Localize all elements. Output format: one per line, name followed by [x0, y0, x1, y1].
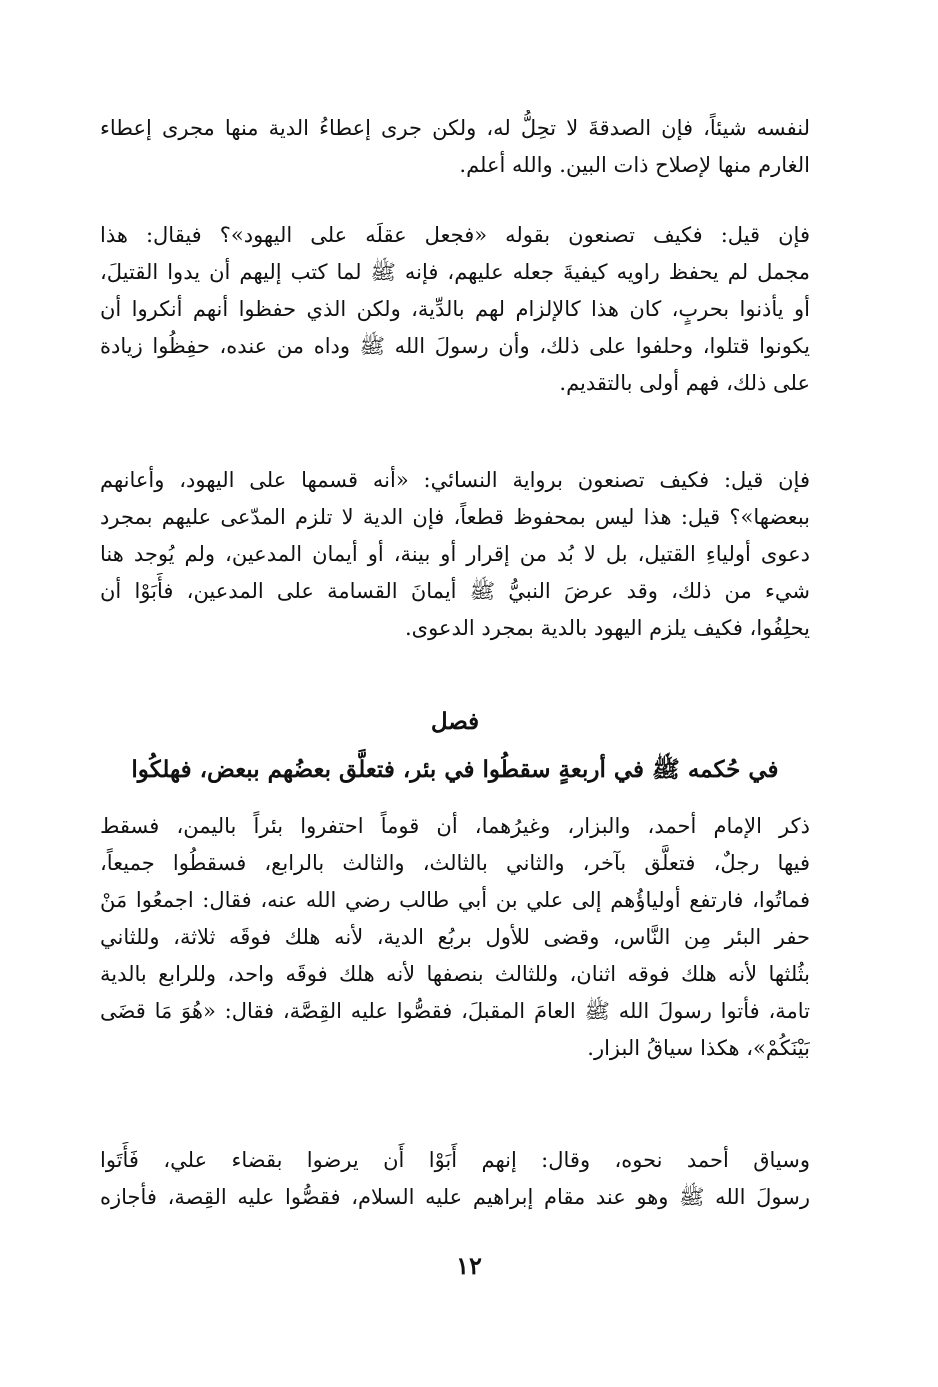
text-line: حفر البئر مِن النَّاس، وقضى للأول بربُع الدية، لأنه هلك فوقَه ثلاثة، وللثاني: [100, 925, 810, 949]
text-line: الغارم منها لإصلاح ذات البين. والله أعلم.: [459, 153, 810, 177]
text-line: بَيْنَكُمْ»، هكذا سياقُ البزار.: [587, 1036, 810, 1060]
text-line: شيء من ذلك، وقد عرضَ النبيُّ ﷺ أيمانَ القسامة على المدعين، فأَبَوْا أن: [100, 579, 810, 603]
text-line: دعوى أولياءِ القتيل، بل لا بُد من إقرار أو بينة، أو أيمان المدعين، ولم يُوجد هنا: [100, 542, 810, 566]
text-line: ببعضها»؟ قيل: هذا ليس بمحفوظ قطعاً، فإن الدية لا تلزم المدّعى عليهم بمجرد: [100, 505, 810, 529]
text-line: رسولَ الله ﷺ وهو عند مقام إبراهيم عليه السلام، فقصُّوا عليه القِصة، فأجازه: [100, 1185, 810, 1209]
page-number: ١٢: [456, 1251, 482, 1280]
section-subtitle: في حُكمه ﷺ في أربعةٍ سقطُوا في بئر، فتعلَّق بعضُهم ببعض، فهلكُوا: [131, 756, 779, 783]
paragraph-objection-jews: [100, 217, 810, 402]
text-line: مجمل لم يحفظ راويه كيفيةَ جعله عليهم، فإنه ﷺ لما كتب إليهم أن يدوا القتيلَ،: [100, 260, 810, 284]
paragraph-objection-nasai: [100, 462, 810, 647]
text-line: لنفسه شيئاً، فإن الصدقةَ لا تحِلُّ له، ولكن جرى إعطاءُ الدية منها مجرى إعطاء: [100, 116, 810, 140]
text-line: بثُلثها لأنه هلك فوقه اثنان، وللثالث بنصفها لأنه هلك فوقَه واحد، وللرابع بالدية: [100, 962, 810, 986]
text-line: فماتُوا، فارتفع أولياؤُهم إلى علي بن أبي طالب رضي الله عنه، فقال: اجمعُوا مَنْ: [100, 888, 810, 912]
text-line: فإن قيل: فكيف تصنعون برواية النسائي: «أنه قسمها على اليهود، وأعانهم: [100, 468, 810, 492]
text-line: على ذلك، فهم أولى بالتقديم.: [559, 371, 810, 395]
section-title: فصل: [430, 708, 480, 735]
text-line: وسياق أحمد نحوه، وقال: إنهم أَبَوْا أَن يرضوا بقضاء علي، فَأَتَوا: [100, 1148, 810, 1172]
text-line: أو يأذنوا بحربٍ، كان هذا كالإلزام لهم بالدِّية، ولكن الذي حفظوا أنهم أنكروا أن: [100, 297, 810, 321]
paragraph-ahmad-version: [100, 1142, 810, 1216]
paragraph-well-story: [100, 808, 810, 1067]
text-line: يحلِفُوا، فكيف يلزم اليهود بالدية بمجرد الدعوى.: [404, 616, 810, 640]
text-line: يكونوا قتلوا، وحلفوا على ذلك، وأن رسولَ الله ﷺ وداه من عنده، حفِظُوا زيادة: [100, 334, 810, 358]
paragraph-continuation: [100, 110, 810, 184]
text-line: فيها رجلٌ، فتعلَّق بآخر، والثاني بالثالث، والثالث بالرابع، فسقطُوا جميعاً،: [100, 851, 810, 875]
text-line: ذكر الإمام أحمد، والبزار، وغيرُهما، أن قوماً احتفروا بئراً باليمن، فسقط: [100, 814, 810, 838]
text-line: فإن قيل: فكيف تصنعون بقوله «فجعل عقلَه على اليهود»؟ فيقال: هذا: [100, 223, 810, 247]
text-line: تامة، فأتوا رسولَ الله ﷺ العامَ المقبلَ، فقصُّوا عليه القِصَّة، فقال: «هُوَ مَا قضَى: [100, 999, 810, 1023]
